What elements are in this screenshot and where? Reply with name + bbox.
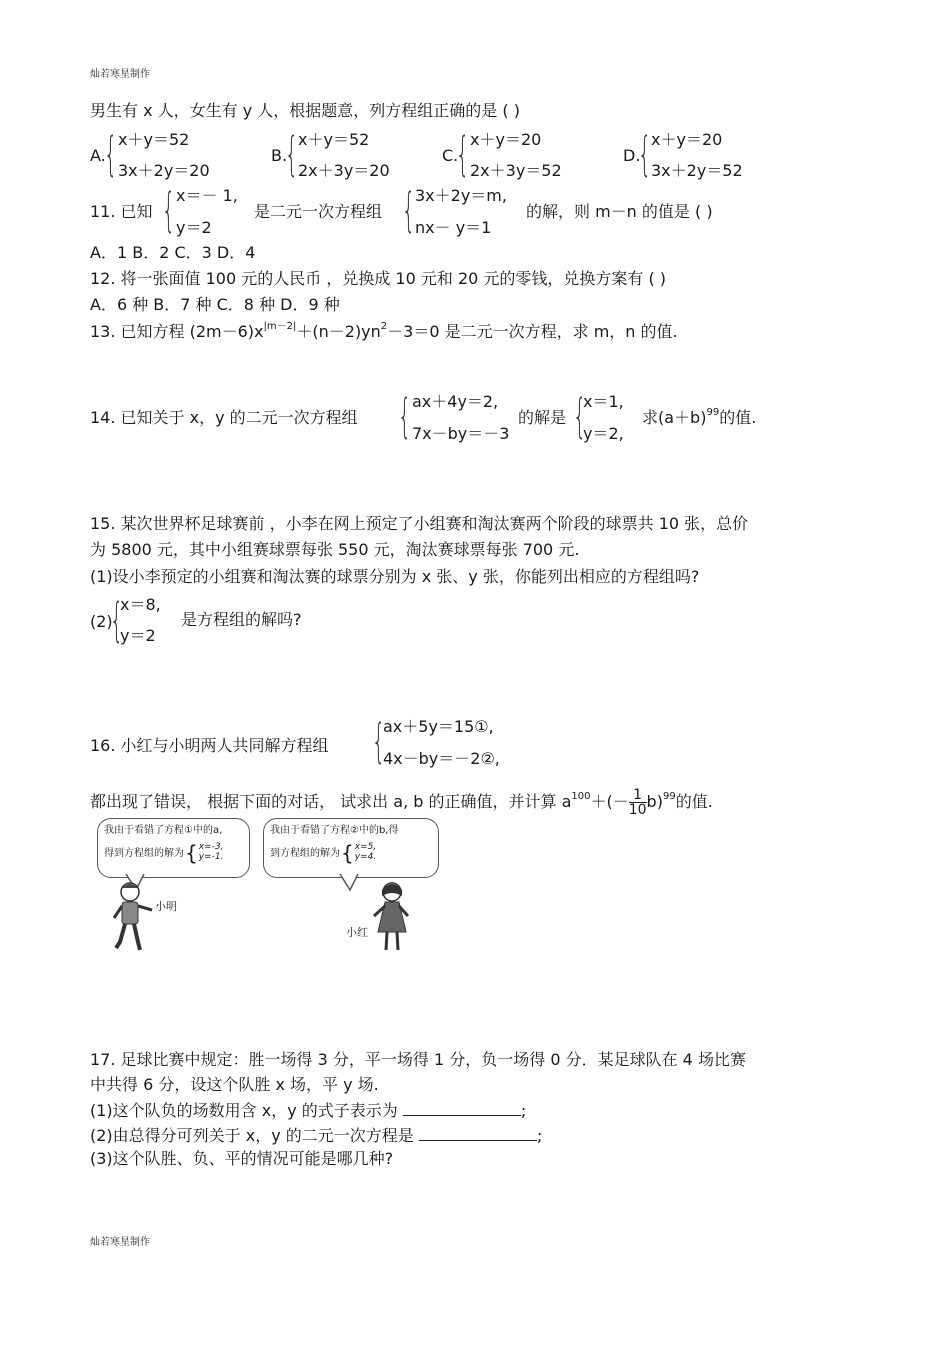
bubble-right-text: 到方程组的解为 [270,847,340,859]
bubble-left-sol-x: x=-3, [198,842,224,853]
boy-figure-icon [108,880,158,955]
brace-icon: { [341,841,354,865]
q14-suffix-b: 的值. [719,408,757,427]
brace-icon: { [162,183,176,237]
brace-icon: { [185,841,198,865]
q10-stem: 男生有 x 人，女生有 y 人，根据题意，列方程组正确的是 ( ) [90,101,520,120]
bubble-tail-right [332,874,372,894]
bubble-right-solution [355,843,376,863]
q10-option-a-eq2: 3x＋2y＝20 [118,161,210,180]
q10-option-b-eq2: 2x＋3y＝20 [298,161,390,180]
q11-solution-y: y＝2 [176,218,212,237]
q16-fraction [629,788,647,817]
q15-line3: (1)设小李预定的小组赛和淘汰赛的球票分别为 x 张、y 张，你能列出相应的方程组吗? [90,567,700,586]
q16-system-eq1: ax＋5y＝15①, [383,717,494,736]
q15-part2-text: 是方程组的解吗? [181,610,302,629]
bubble-right-sol-y: y=4. [354,852,377,862]
q15-solution-x: x＝8, [120,595,161,614]
answer-blank-2[interactable] [419,1126,537,1141]
q11-system-eq2: nx－ y＝1 [415,218,492,237]
page-footer: 灿若寒星制作 [90,1237,150,1248]
q11-options: A．1 B．2 C．3 D．4 [90,243,256,262]
q10-option-b-label: B. [271,146,288,165]
bubble-left-line2 [104,838,243,868]
q13-stem [90,321,678,341]
q13-part1: 13. 已知方程 (2m－6)x [90,322,264,341]
q14-prefix: 14. 已知关于 x，y 的二元一次方程组 [90,408,358,427]
q14-mid: 的解是 [518,408,567,427]
bubble-left-line1: 我由于看错了方程①中的a, [104,825,223,836]
q10-option-b-eq1: x＋y＝52 [298,130,370,149]
q15-solution-y: y＝2 [120,626,156,645]
q11-prefix: 11. 已知 [90,202,153,221]
q16-exponent-100: 100 [571,791,591,802]
name-xiaohong: 小红 [346,926,368,939]
q16-line2b: ＋(－ [590,792,629,811]
page-header: 灿若寒星制作 [90,69,150,80]
brace-icon: { [573,389,587,443]
speech-bubble-xiaoming [97,818,250,878]
q17-part1-semicolon: ; [520,1101,527,1120]
speech-bubble-xiaohong [263,818,439,878]
bubble-right-sol-x: x=5, [354,842,377,853]
brace-icon: { [372,714,386,768]
q15-line1: 15. 某次世界杯足球赛前 ，小李在网上预定了小组赛和淘汰赛两个阶段的球票共 10 张，总价 [90,514,749,533]
q16-line2c: b) [646,792,663,811]
q10-option-d-eq1: x＋y＝20 [651,130,723,149]
q16-fraction-den: 10 [628,802,647,818]
q10-option-c-eq1: x＋y＝20 [470,130,542,149]
q13-exponent-2: 2 [380,321,388,332]
q14-system-eq1: ax＋4y＝2, [412,392,499,411]
q16-line2d: 的值. [675,792,713,811]
q11-system-eq1: 3x＋2y＝m, [415,186,507,205]
q17-part2-semicolon: ; [536,1126,543,1145]
q10-option-d-eq2: 3x＋2y＝52 [651,161,743,180]
q14-system-eq2: 7x－by＝－3 [412,424,510,443]
girl-figure-icon [370,880,415,955]
q14-solution-x: x＝1, [583,392,624,411]
q17-part3: (3)这个队胜、负、平的情况可能是哪几种? [90,1149,394,1168]
q13-part3: －3＝0 是二元一次方程，求 m，n 的值. [387,322,678,341]
brace-icon: { [285,127,299,181]
q10-option-c-eq2: 2x＋3y＝52 [470,161,562,180]
brace-icon: { [104,127,118,181]
q13-part2: ＋(n－2)yn [296,322,381,341]
q10-option-d-label: D. [623,146,641,165]
q10-option-a-label: A. [90,146,106,165]
q17-part2-text: (2)由总得分可列关于 x，y 的二元一次方程是 [90,1126,414,1145]
answer-blank-1[interactable] [403,1101,521,1116]
q16-system-eq2: 4x－by＝－2②, [383,749,500,768]
brace-icon: { [398,389,412,443]
brace-icon: { [110,593,124,647]
q10-option-c-label: C. [442,146,459,165]
bubble-left-text: 得到方程组的解为 [104,847,184,859]
q11-suffix: 的解，则 m－n 的值是 ( ) [526,202,713,221]
q15-line2: 为 5800 元，其中小组赛球票每张 550 元，淘汰赛球票每张 700 元. [90,540,580,559]
bubble-left-sol-y: y=-1. [198,852,224,862]
q14-exponent: 99 [706,407,720,418]
q16-prefix: 16. 小红与小明两人共同解方程组 [90,736,329,755]
bubble-right-line1: 我由于看错了方程②中的b,得 [270,825,399,836]
q17-part2 [90,1126,542,1144]
q17-line2: 中共得 6 分，设这个队胜 x 场，平 y 场. [90,1075,379,1094]
brace-icon: { [402,183,416,237]
q10-option-a-eq1: x＋y＝52 [118,130,190,149]
q16-line2a: 都出现了错误， 根据下面的对话， 试求出 a, b 的正确值，并计算 a [90,792,572,811]
q11-solution-x: x＝－ 1, [176,186,238,205]
q13-exponent-1: |m－2| [263,321,297,332]
brace-icon: { [638,127,652,181]
q14-solution-y: y＝2, [583,424,624,443]
q14-suffix [642,407,757,427]
q17-line1: 17. 足球比赛中规定：胜一场得 3 分，平一场得 1 分，负一场得 0 分．某足球队在 4 场比赛 [90,1050,746,1069]
bubble-left-solution [199,843,224,863]
q17-part1-text: (1)这个队负的场数用含 x，y 的式子表示为 [90,1101,398,1120]
bubble-right-line2 [270,838,432,868]
q12-stem: 12. 将一张面值 100 元的人民币 ，兑换成 10 元和 20 元的零钱，兑换方案有 ( ) [90,269,667,288]
q16-fraction-num: 1 [629,788,647,803]
q15-part2-label: (2) [90,612,113,631]
q14-suffix-a: 求(a＋b) [642,408,707,427]
q17-part1 [90,1101,526,1119]
q11-mid: 是二元一次方程组 [254,202,383,221]
q16-line2 [90,788,713,817]
brace-icon: { [456,127,470,181]
q16-exponent-99: 99 [662,791,676,802]
q12-options: A．6 种 B．7 种 C．8 种 D．9 种 [90,295,340,314]
name-xiaoming: 小明 [155,900,177,913]
